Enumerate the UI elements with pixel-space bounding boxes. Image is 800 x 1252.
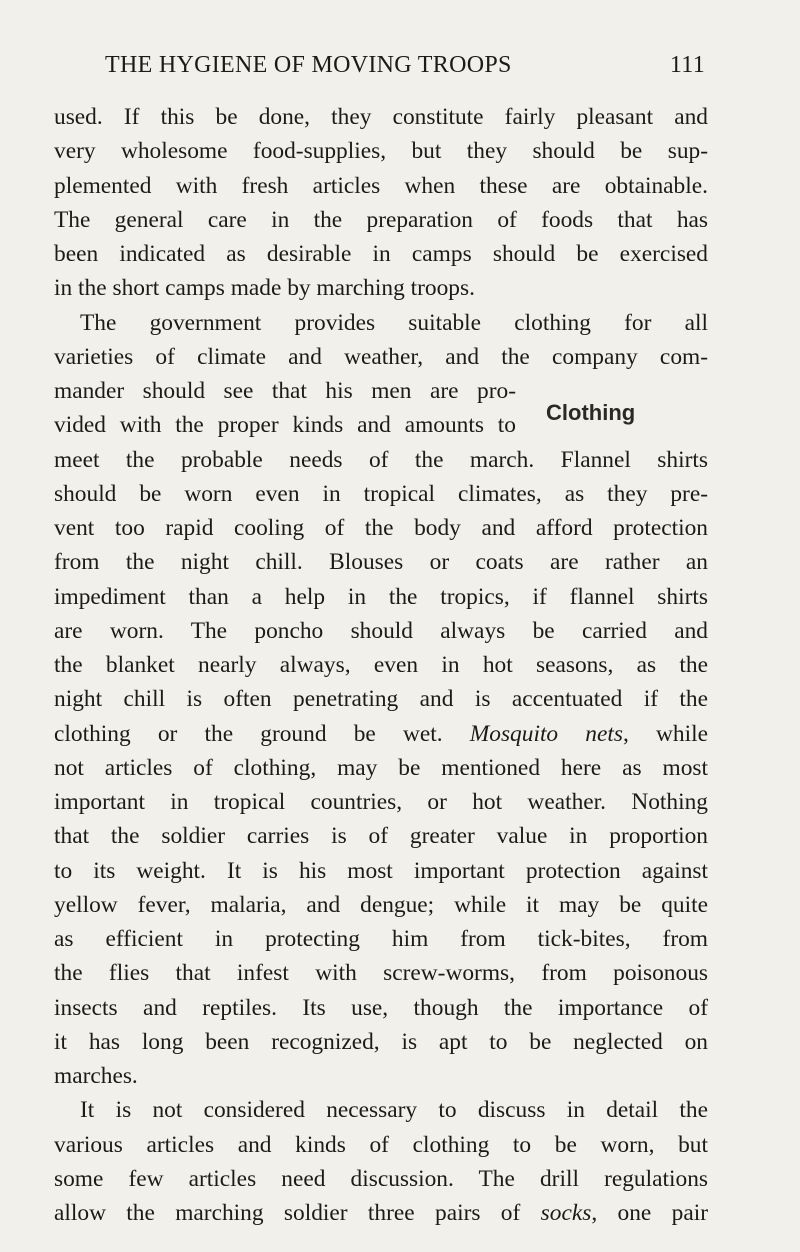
text-line: It is not considered necessary to discuss in detail the [80,1097,708,1124]
text-line: as efficient in protecting him from tick-bites, from [54,926,708,952]
page-header [105,52,705,79]
text-line: used. If this be done, they constitute fairly pleasant and [54,104,708,130]
margin-note-clothing: Clothing [546,400,636,425]
text-line: are worn. The poncho should always be carried and [54,617,708,644]
text-line-mosquito [54,717,708,751]
text-segment: allow the marching soldier three pairs of [54,1200,521,1226]
text-line: impediment than a help in the tropics, if flannel shirts [54,583,708,610]
text-line: various articles and kinds of clothing to be worn, but [54,1131,708,1158]
text-line: should be worn even in tropical climates, as they pre- [54,480,708,507]
text-line: the blanket nearly always, even in hot seasons, as the [54,652,708,678]
text-segment: , while [623,720,708,747]
text-line: to its weight. It is his most important protection against [54,857,708,884]
text-line: varieties of climate and weather, and the company com- [54,343,708,370]
text-line: been indicated as desirable in camps should be exercised [54,241,708,267]
text-line: that the soldier carries is of greater value in proportion [54,823,708,850]
text-segment: clothing or the ground be wet. [54,720,443,747]
text-line: The government provides suitable clothing for all [80,309,708,336]
text-line: meet the probable needs of the march. Flannel shirts [54,446,708,473]
text-line: important in tropical countries, or hot weather. Nothing [54,789,708,815]
text-line: very wholesome food-supplies, but they should be sup- [54,138,708,165]
text-line: plemented with fresh articles when these are obtainable. [54,172,708,199]
text-line: vided with the proper kinds and amounts to [54,412,516,439]
text-line: not articles of clothing, may be mentioned here as most [54,754,708,781]
text-line: The general care in the preparation of foods that has [54,206,708,233]
text-line: insects and reptiles. Its use, though the importance of [54,994,708,1021]
text-line: some few articles need discussion. The drill regulations [54,1165,708,1192]
text-line: from the night chill. Blouses or coats are rather an [54,549,708,576]
italic-term: Mosquito nets [469,720,623,747]
page-number: 111 [669,52,705,78]
text-line: night chill is often penetrating and is accentuated if the [54,686,708,713]
text-line: in the short camps made by marching troops. [54,275,475,302]
text-line-socks [54,1196,708,1230]
text-line: the flies that infest with screw-worms, from poisonous [54,960,708,987]
running-title: THE HYGIENE OF MOVING TROOPS [105,52,512,78]
text-line: yellow fever, malaria, and dengue; while it may be quite [54,891,708,918]
text-segment: , one pair [591,1200,708,1226]
italic-term: socks [540,1200,592,1226]
text-line: marches. [54,1063,138,1089]
text-line: mander should see that his men are pro- [54,378,516,404]
text-line: vent too rapid cooling of the body and afford protection [54,515,708,541]
body-text [54,100,708,1230]
text-line: it has long been recognized, is apt to be neglected on [54,1028,708,1055]
